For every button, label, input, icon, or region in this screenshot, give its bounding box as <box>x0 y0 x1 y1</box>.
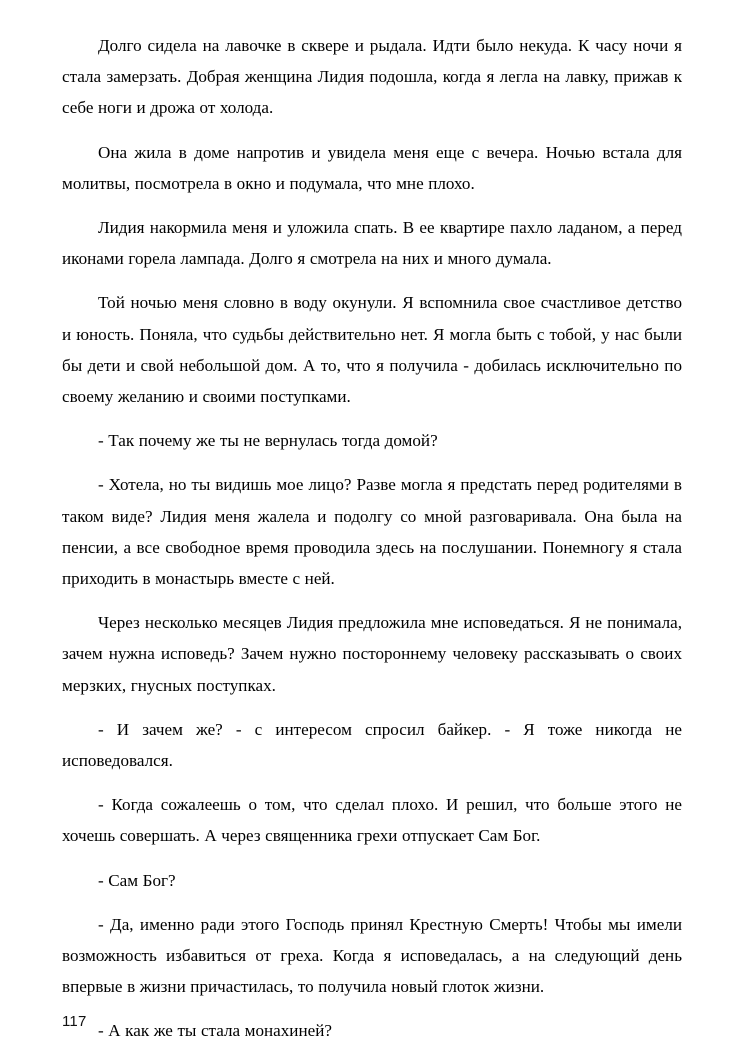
paragraph: Долго сидела на лавочке в сквере и рыдала. Идти было некуда. К часу ночи я стала замерзать. Добрая женщина Лидия подошла, когда я легла на лавку, прижав к себе ноги и дрожа от холода. <box>62 36 682 118</box>
paragraph: - Когда сожалеешь о том, что сделал плохо. И решил, что больше этого не хочешь совершать. А через священника грехи отпускает Сам Бог. <box>62 795 682 846</box>
paragraph: Лидия накормила меня и уложила спать. В ее квартире пахло ладаном, а перед иконами горела лампада. Долго я смотрела на них и много думала. <box>62 218 682 269</box>
paragraph: - Так почему же ты не вернулась тогда домой? <box>98 431 438 451</box>
paragraph: Той ночью меня словно в воду окунули. Я вспомнила свое счастливое детство и юность. Поняла, что судьбы действительно нет. Я могла быть с тобой, у нас были бы дети и свой небольшой дом. А то, что я получила - добилась исключительно по своему желанию и своими поступками. <box>62 293 682 407</box>
paragraph: Она жила в доме напротив и увидела меня еще с вечера. Ночью встала для молитвы, посмотрела в окно и подумала, что мне плохо. <box>62 142 682 193</box>
paragraph: - Хотела, но ты видишь мое лицо? Разве могла я предстать перед родителями в таком виде? Лидия меня жалела и подолгу со мной разговаривала. Она была на пенсии, а все свободное время проводила здесь на послушании. Понемногу я стала приходить в монастырь вместе с ней. <box>62 475 682 589</box>
page-number: 117 <box>62 1013 87 1030</box>
paragraph: - И зачем же? - с интересом спросил байкер. - Я тоже никогда не исповедовался. <box>62 719 682 771</box>
paragraph: Через несколько месяцев Лидия предложила мне исповедаться. Я не понимала, зачем нужна исповедь? Зачем нужно постороннему человеку рассказывать о своих мерзких, гнусных поступках. <box>62 613 682 695</box>
paragraph: - Сам Бог? <box>98 870 176 890</box>
paragraph: - Да, именно ради этого Господь принял Крестную Смерть! Чтобы мы имели возможность избавиться от греха. Когда я исповедалась, а на следующий день впервые в жизни причастилась, то получила новый глоток жизни. <box>62 914 682 997</box>
paragraph: - А как же ты стала монахиней? <box>98 1021 332 1041</box>
body-text-column <box>62 30 682 1047</box>
